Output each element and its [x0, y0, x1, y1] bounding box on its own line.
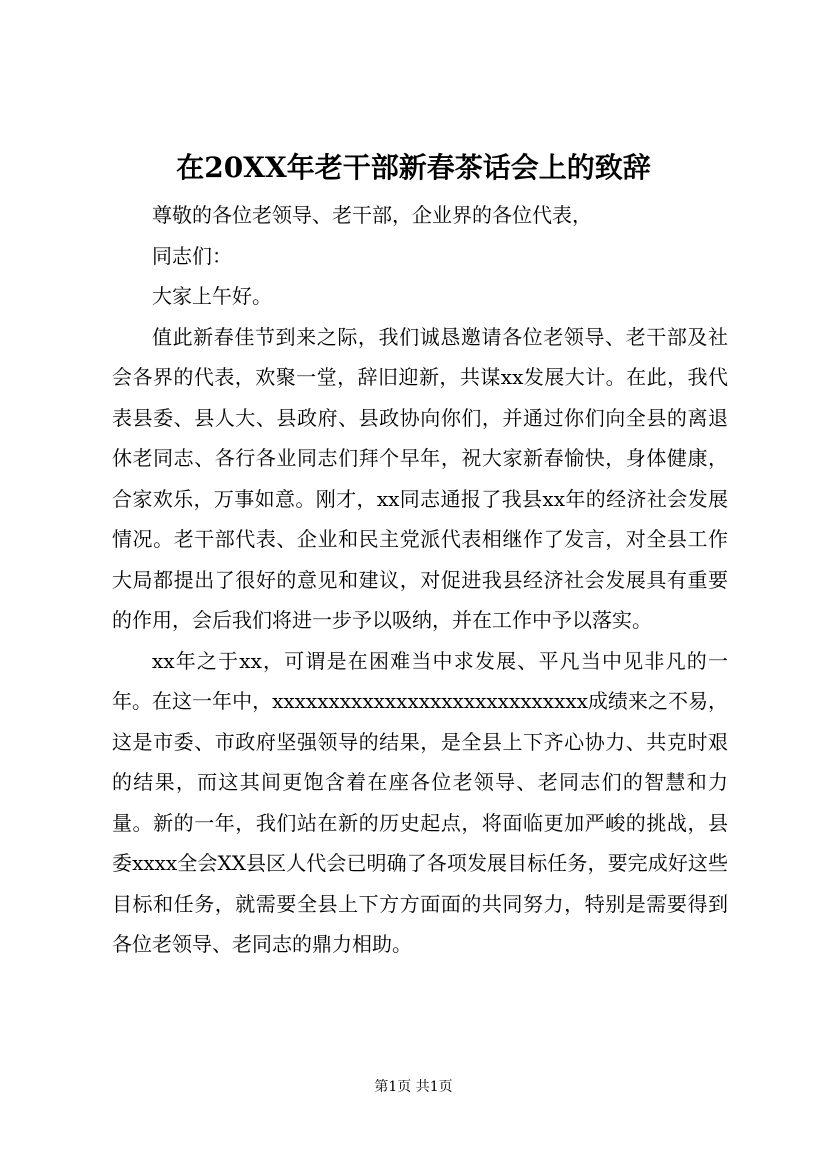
body-paragraph-2: xx年之于xx，可谓是在困难当中求发展、平凡当中见非凡的一年。在这一年中，xxxxxxxxxxxxxxxxxxxxxxxxxxxx成绩来之不易，这是市委、市政府坚强领导的结果，是全县上下齐心协力、共克时艰的结果，而这其间更饱含着在座各位老领导、老同志们的智慧和力量。新的一年，我们站在新的历史起点，将面临更加严峻的挑战，县委xxxx全会XX县区人代会已明确了各项发展目标任务，要完成好这些目标和任务，就需要全县上下方方面面的共同努力，特别是需要得到各位老领导、老同志的鼎力相助。 [112, 648, 728, 956]
body-paragraph-1: 值此新春佳节到来之际，我们诚恳邀请各位老领导、老干部及社会各界的代表，欢聚一堂，辞旧迎新，共谋xx发展大计。在此，我代表县委、县人大、县政府、县政协向你们，并通过你们向全县的离退休老同志、各行各业同志们拜个早年，祝大家新春愉快，身体健康，合家欢乐，万事如意。刚才，xx同志通报了我县xx年的经济社会发展情况。老干部代表、企业和民主党派代表相继作了发言，对全县工作大局都提出了很好的意见和建议，对促进我县经济社会发展具有重要的作用，会后我们将进一步予以吸纳，并在工作中予以落实。 [112, 324, 728, 632]
salutation-line: 尊敬的各位老领导、老干部，企业界的各位代表， [152, 203, 592, 227]
page-number-footer: 第1页 共1页 [374, 1079, 453, 1095]
greeting-line: 大家上午好。 [152, 284, 272, 308]
salutation-comrades: 同志们： [152, 243, 232, 268]
document-body [112, 195, 728, 965]
document-title: 在20XX年老干部新春茶话会上的致辞 [176, 151, 651, 184]
